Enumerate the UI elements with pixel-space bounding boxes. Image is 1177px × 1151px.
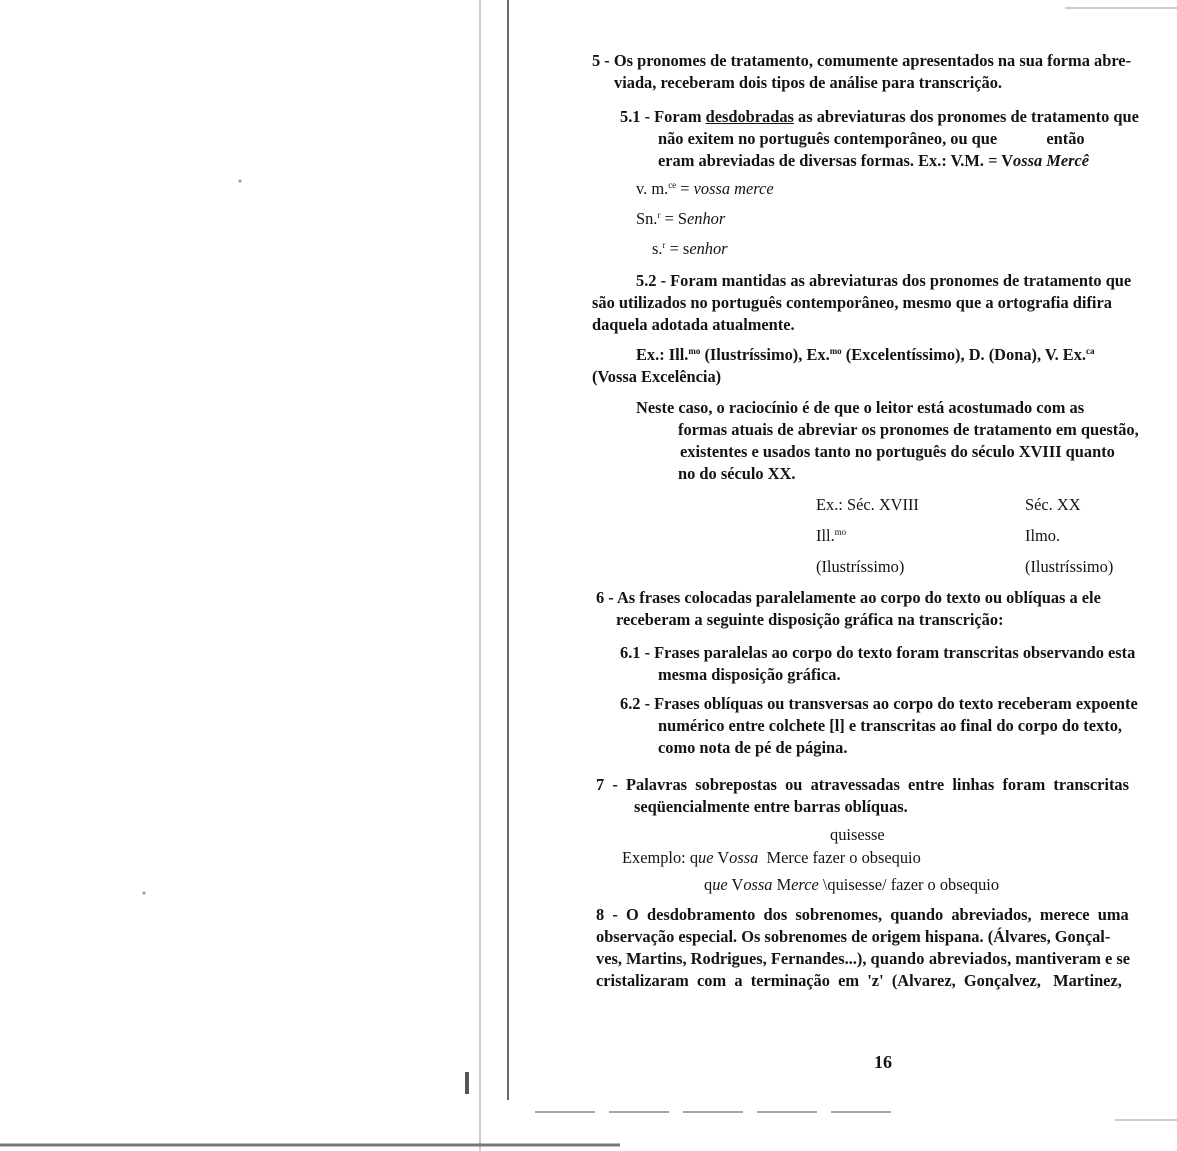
speck [143, 892, 146, 895]
section-7-line-1: 7 - Palavras sobrepostas ou atravessadas entre linhas foram transcritas [596, 775, 1129, 794]
speck [239, 180, 242, 183]
note-line-3: existentes e usados tanto no português do século XVIII quanto [680, 442, 1115, 461]
note-line-4: no do século XX. [678, 464, 796, 483]
section-6-1-line-2: mesma disposição gráfica. [658, 665, 841, 684]
section-8-line-4: cristalizaram com a terminação em 'z' (Alvarez, Gonçalvez, Martinez, [596, 971, 1122, 990]
col-1-header: Ex.: Séc. XVIII [816, 495, 919, 514]
col-2-abbrev: Ilmo. [1025, 526, 1061, 545]
col-2-header: Séc. XX [1025, 495, 1081, 514]
section-6-2-line-3: como nota de pé de página. [658, 738, 848, 757]
section-5-1-line-3: eram abreviadas de diversas formas. Ex.: V.M. = Vossa Mercê [658, 151, 1090, 170]
abbrev-example-2: Sn.$^r$ = Senhor [636, 209, 726, 228]
section-7 [596, 774, 1156, 818]
overwritten-word: quisesse [830, 825, 885, 844]
section-6-1 [620, 642, 1156, 686]
section-6-2-line-2: numérico entre colchete [l] e transcritas ao final do corpo do texto, [658, 716, 1122, 735]
section-5-2-examples-line-1: Ex.: Ill.$^{mo}$ (Ilustríssimo), Ex.$^{mo}$ (Excelentíssimo), D. (Dona), V. Ex.$^{ca}$ [636, 345, 1095, 364]
section-6-1-line-1: 6.1 - Frases paralelas ao corpo do texto foram transcritas observando esta [620, 643, 1136, 662]
century-comparison-col-2 [1025, 494, 1113, 578]
section-6-2 [620, 693, 1156, 759]
col-2-meaning: (Ilustríssimo) [1025, 557, 1114, 576]
abbrev-example-3: s.$^r$ = senhor [652, 239, 728, 258]
section-5-2-line-2: são utilizados no português contemporâneo, mesmo que a ortografia difira [592, 293, 1112, 312]
section-6-line-1: 6 - As frases colocadas paralelamente ao corpo do texto ou oblíquas a ele [596, 588, 1101, 607]
section-8 [596, 904, 1156, 992]
binding-mark [465, 1072, 469, 1094]
section-6-line-2: receberam a seguinte disposição gráfica na transcrição: [616, 610, 1004, 629]
section-8-line-3: ves, Martins, Rodrigues, Fernandes...), quando abreviados, mantiveram e se [596, 949, 1130, 968]
section-5-2-line-1: 5.2 - Foram mantidas as abreviaturas dos pronomes de tratamento que [636, 271, 1132, 290]
section-5 [592, 50, 1162, 94]
note-line-1: Neste caso, o raciocínio é de que o leitor está acostumado com as [636, 398, 1085, 417]
example-transcribed: que Vossa Merce \quisesse/ fazer o obsequio [704, 875, 1000, 894]
example-original: Exemplo: que Vossa Merce fazer o obsequio [622, 848, 921, 867]
section-5-1-line-1: 5.1 - Foram desdobradas as abreviaturas dos pronomes de tratamento que [620, 107, 1139, 126]
section-5-2-note [636, 397, 1156, 485]
century-comparison-col-1 [816, 494, 919, 578]
section-5-2 [592, 270, 1152, 336]
col-1-meaning: (Ilustríssimo) [816, 557, 905, 576]
section-5-2-line-3: daquela adotada atualmente. [592, 315, 795, 334]
note-line-2: formas atuais de abreviar os pronomes de tratamento em questão, [678, 420, 1139, 439]
page-number: 16 [874, 1052, 892, 1072]
section-5-line-2: viada, receberam dois tipos de análise para transcrição. [614, 73, 1003, 92]
section-5-line-1: 5 - Os pronomes de tratamento, comumente apresentados na sua forma abre- [592, 51, 1132, 70]
section-5-2-examples-line-2: (Vossa Excelência) [592, 367, 722, 386]
section-7-line-2: seqüencialmente entre barras oblíquas. [634, 797, 908, 816]
col-1-abbrev: Ill.$^{mo}$ [816, 526, 847, 545]
section-6 [596, 587, 1156, 631]
section-8-line-1: 8 - O desdobramento dos sobrenomes, quando abreviados, merece uma [596, 905, 1129, 924]
abbrev-example-1: v. m.$^{ce}$ = vossa merce [636, 179, 774, 198]
section-5-2-examples [592, 344, 1154, 388]
section-6-2-line-1: 6.2 - Frases oblíquas ou transversas ao corpo do texto receberam expoente [620, 694, 1138, 713]
section-5-1 [620, 106, 1160, 172]
section-5-1-line-2: não exitem no português contemporâneo, ou que então [658, 129, 1085, 148]
section-8-line-2: observação especial. Os sobrenomes de origem hispana. (Álvares, Gonçal- [596, 927, 1111, 946]
